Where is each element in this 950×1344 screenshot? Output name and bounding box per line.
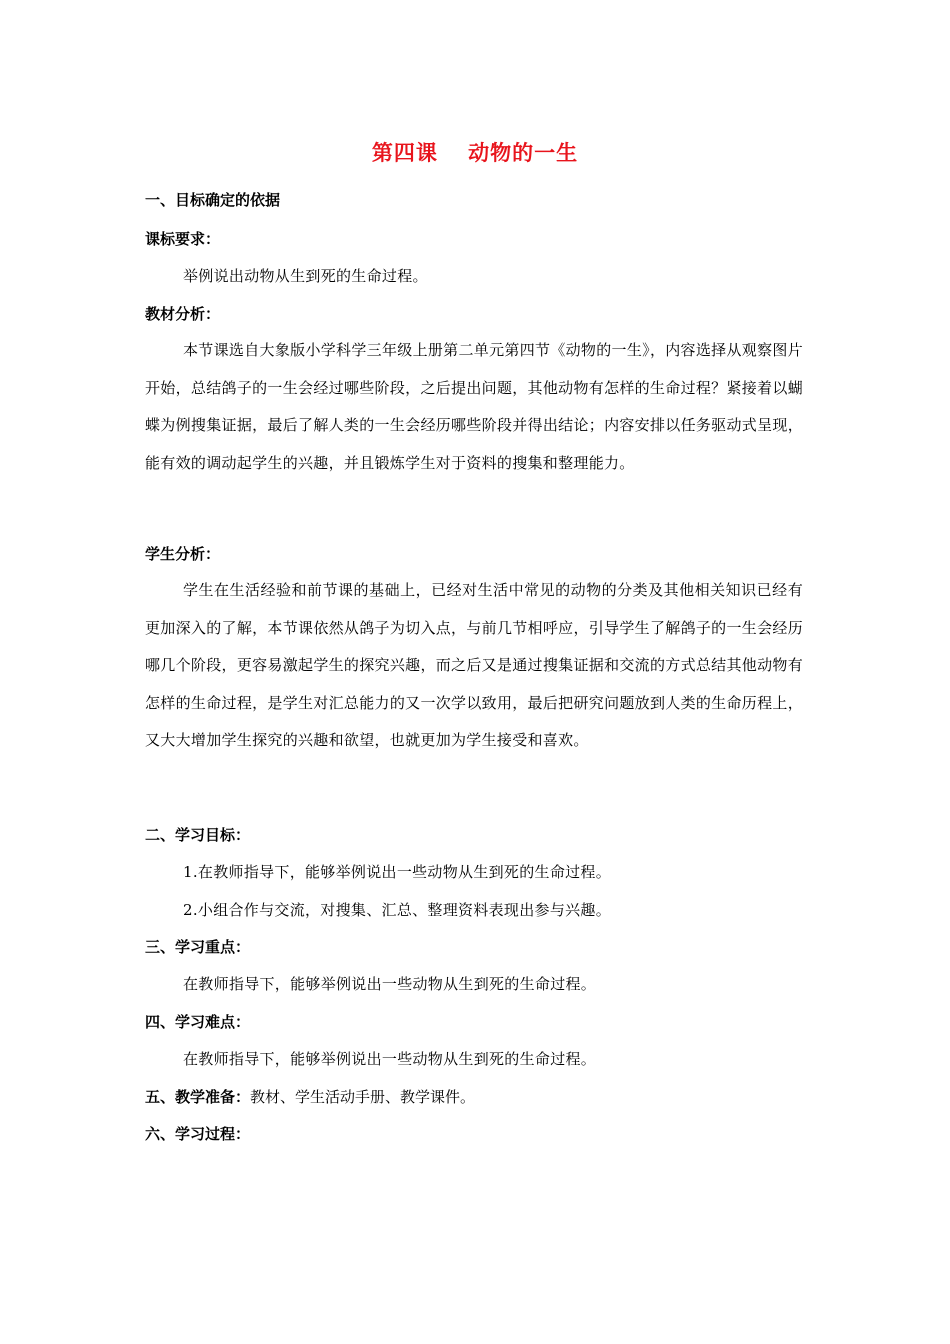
section-heading-process: 六、学习过程： <box>145 1125 251 1143</box>
standard-label: 课标要求： <box>145 230 221 248</box>
section-heading-preparation <box>145 1087 475 1107</box>
page-title: 第四课 动物的一生 <box>371 141 579 165</box>
preparation-label: 五、教学准备： <box>145 1088 251 1106</box>
material-paragraph: 本节课选自大象版小学科学三年级上册第二单元第四节《动物的一生》，内容选择从观察图片开始，总结鸽子的一生会经过哪些阶段，之后提出问题，其他动物有怎样的生命过程？紧接着以蝴蝶为例搜集证据，最后了解人类的一生会经历哪些阶段并得出结论；内容安排以任务驱动式呈现，能有效的调动起学生的兴趣，并且锻炼学生对于资料的搜集和整理能力。 <box>145 341 803 472</box>
student-paragraph: 学生在生活经验和前节课的基础上，已经对生活中常见的动物的分类及其他相关知识已经有更加深入的了解，本节课依然从鸽子为切入点，与前几节相呼应，引导学生了解鸽子的一生会经历哪几个阶段，更容易激起学生的探究兴趣，而之后又是通过搜集证据和交流的方式总结其他动物有怎样的生命过程，是学生对汇总能力的又一次学以致用，最后把研究问题放到人类的生命历程上，又大大增加学生探究的兴趣和欲望，也就更加为学生接受和喜欢。 <box>145 581 803 749</box>
student-label: 学生分析： <box>145 545 221 563</box>
goal-item: 1.在教师指导下，能够举例说出一些动物从生到死的生命过程。 <box>183 863 612 881</box>
preparation-text: 教材、学生活动手册、教学课件。 <box>250 1088 476 1106</box>
section-heading-basis: 一、目标确定的依据 <box>145 191 281 209</box>
section-heading-difficulties: 四、学习难点： <box>145 1013 251 1031</box>
section-heading-key-points: 三、学习重点： <box>145 938 251 956</box>
material-label: 教材分析： <box>145 305 221 323</box>
difficulties-text: 在教师指导下，能够举例说出一些动物从生到死的生命过程。 <box>183 1050 597 1068</box>
key-points-text: 在教师指导下，能够举例说出一些动物从生到死的生命过程。 <box>183 975 597 993</box>
goal-item: 2.小组合作与交流，对搜集、汇总、整理资料表现出参与兴趣。 <box>183 901 612 919</box>
standard-text: 举例说出动物从生到死的生命过程。 <box>183 267 428 285</box>
section-heading-goals: 二、学习目标： <box>145 826 251 844</box>
